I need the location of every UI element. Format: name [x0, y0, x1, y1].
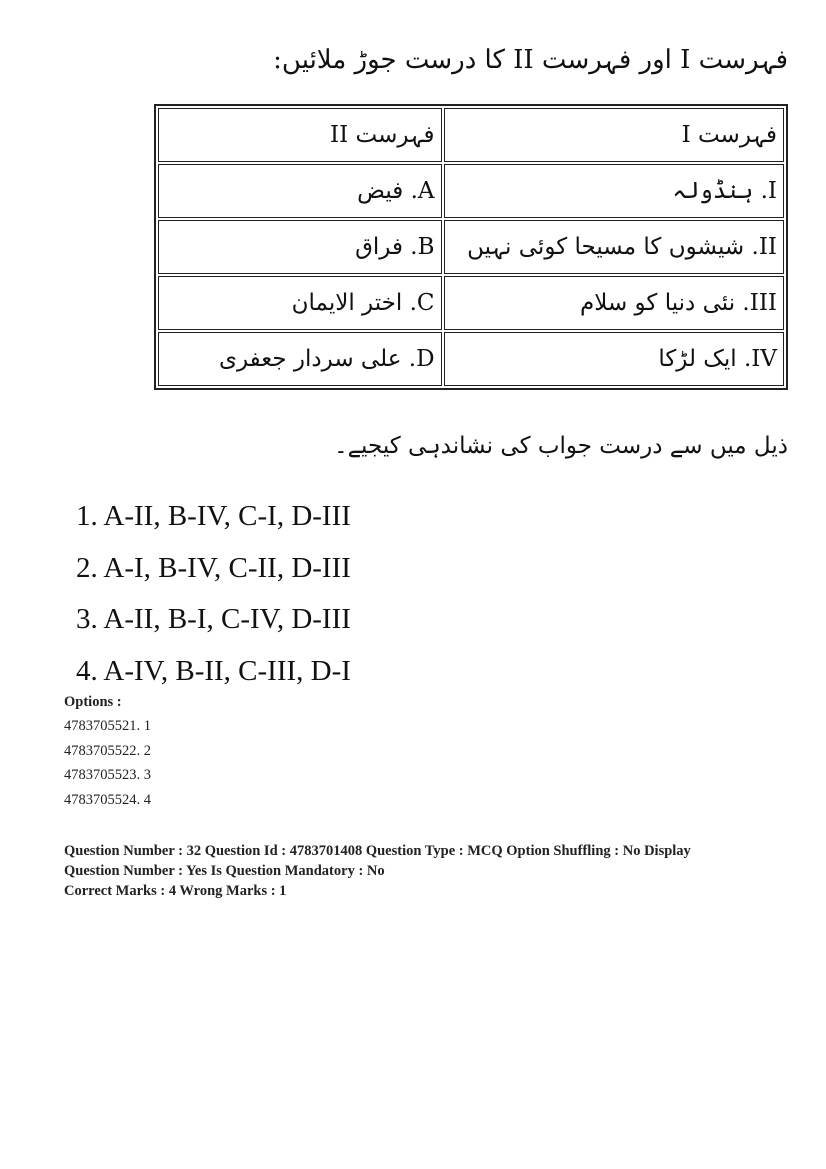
list2-cell: B. فراق: [158, 220, 442, 274]
choice-item: 1. A-II, B-IV, C-I, D-III: [76, 500, 351, 532]
table-row: [158, 332, 784, 386]
option-item: 4783705522. 2: [64, 742, 151, 759]
list1-cell: IV. ایک لڑکا: [444, 332, 784, 386]
choice-item: 3. A-II, B-I, C-IV, D-III: [76, 603, 351, 635]
option-item: 4783705521. 1: [64, 718, 151, 734]
options-title: Options :: [64, 694, 122, 710]
option-item: 4783705523. 3: [64, 767, 151, 783]
options-list: [64, 716, 151, 814]
header-list2: فہرست II: [158, 108, 442, 162]
table-row: [158, 164, 784, 218]
list1-cell: II. شیشوں کا مسیحا کوئی نہیں: [444, 220, 784, 274]
question-info: [64, 842, 691, 902]
list2-cell: A. فیض: [158, 164, 442, 218]
marks-info-line: Correct Marks : 4 Wrong Marks : 1: [64, 883, 287, 899]
option-item: 4783705524. 4: [64, 791, 151, 808]
table-header-row: [158, 108, 784, 162]
choice-item: 2. A-I, B-IV, C-II, D-III: [76, 551, 351, 584]
choice-item: 4. A-IV, B-II, C-III, D-I: [76, 654, 351, 687]
sub-instruction: ذیل میں سے درست جواب کی نشاندہی کیجیے۔: [334, 433, 788, 459]
list1-cell: III. نئی دنیا کو سلام: [444, 276, 784, 330]
match-table: [154, 104, 788, 390]
table-row: [158, 220, 784, 274]
header-list1: فہرست I: [444, 108, 784, 162]
question-info-line: Question Number : Yes Is Question Mandatory : No: [64, 863, 385, 879]
list2-cell: D. علی سردار جعفری: [158, 332, 442, 386]
question-instruction: فہرست I اور فہرست II کا درست جوڑ ملائیں:: [273, 45, 788, 75]
answer-choices: [76, 494, 351, 700]
table-row: [158, 276, 784, 330]
list2-cell: C. اختر الایمان: [158, 276, 442, 330]
question-info-line: Question Number : 32 Question Id : 4783701408 Question Type : MCQ Option Shuffling : No Display: [64, 843, 691, 859]
list1-cell: I. ہنڈولہ: [444, 164, 784, 218]
